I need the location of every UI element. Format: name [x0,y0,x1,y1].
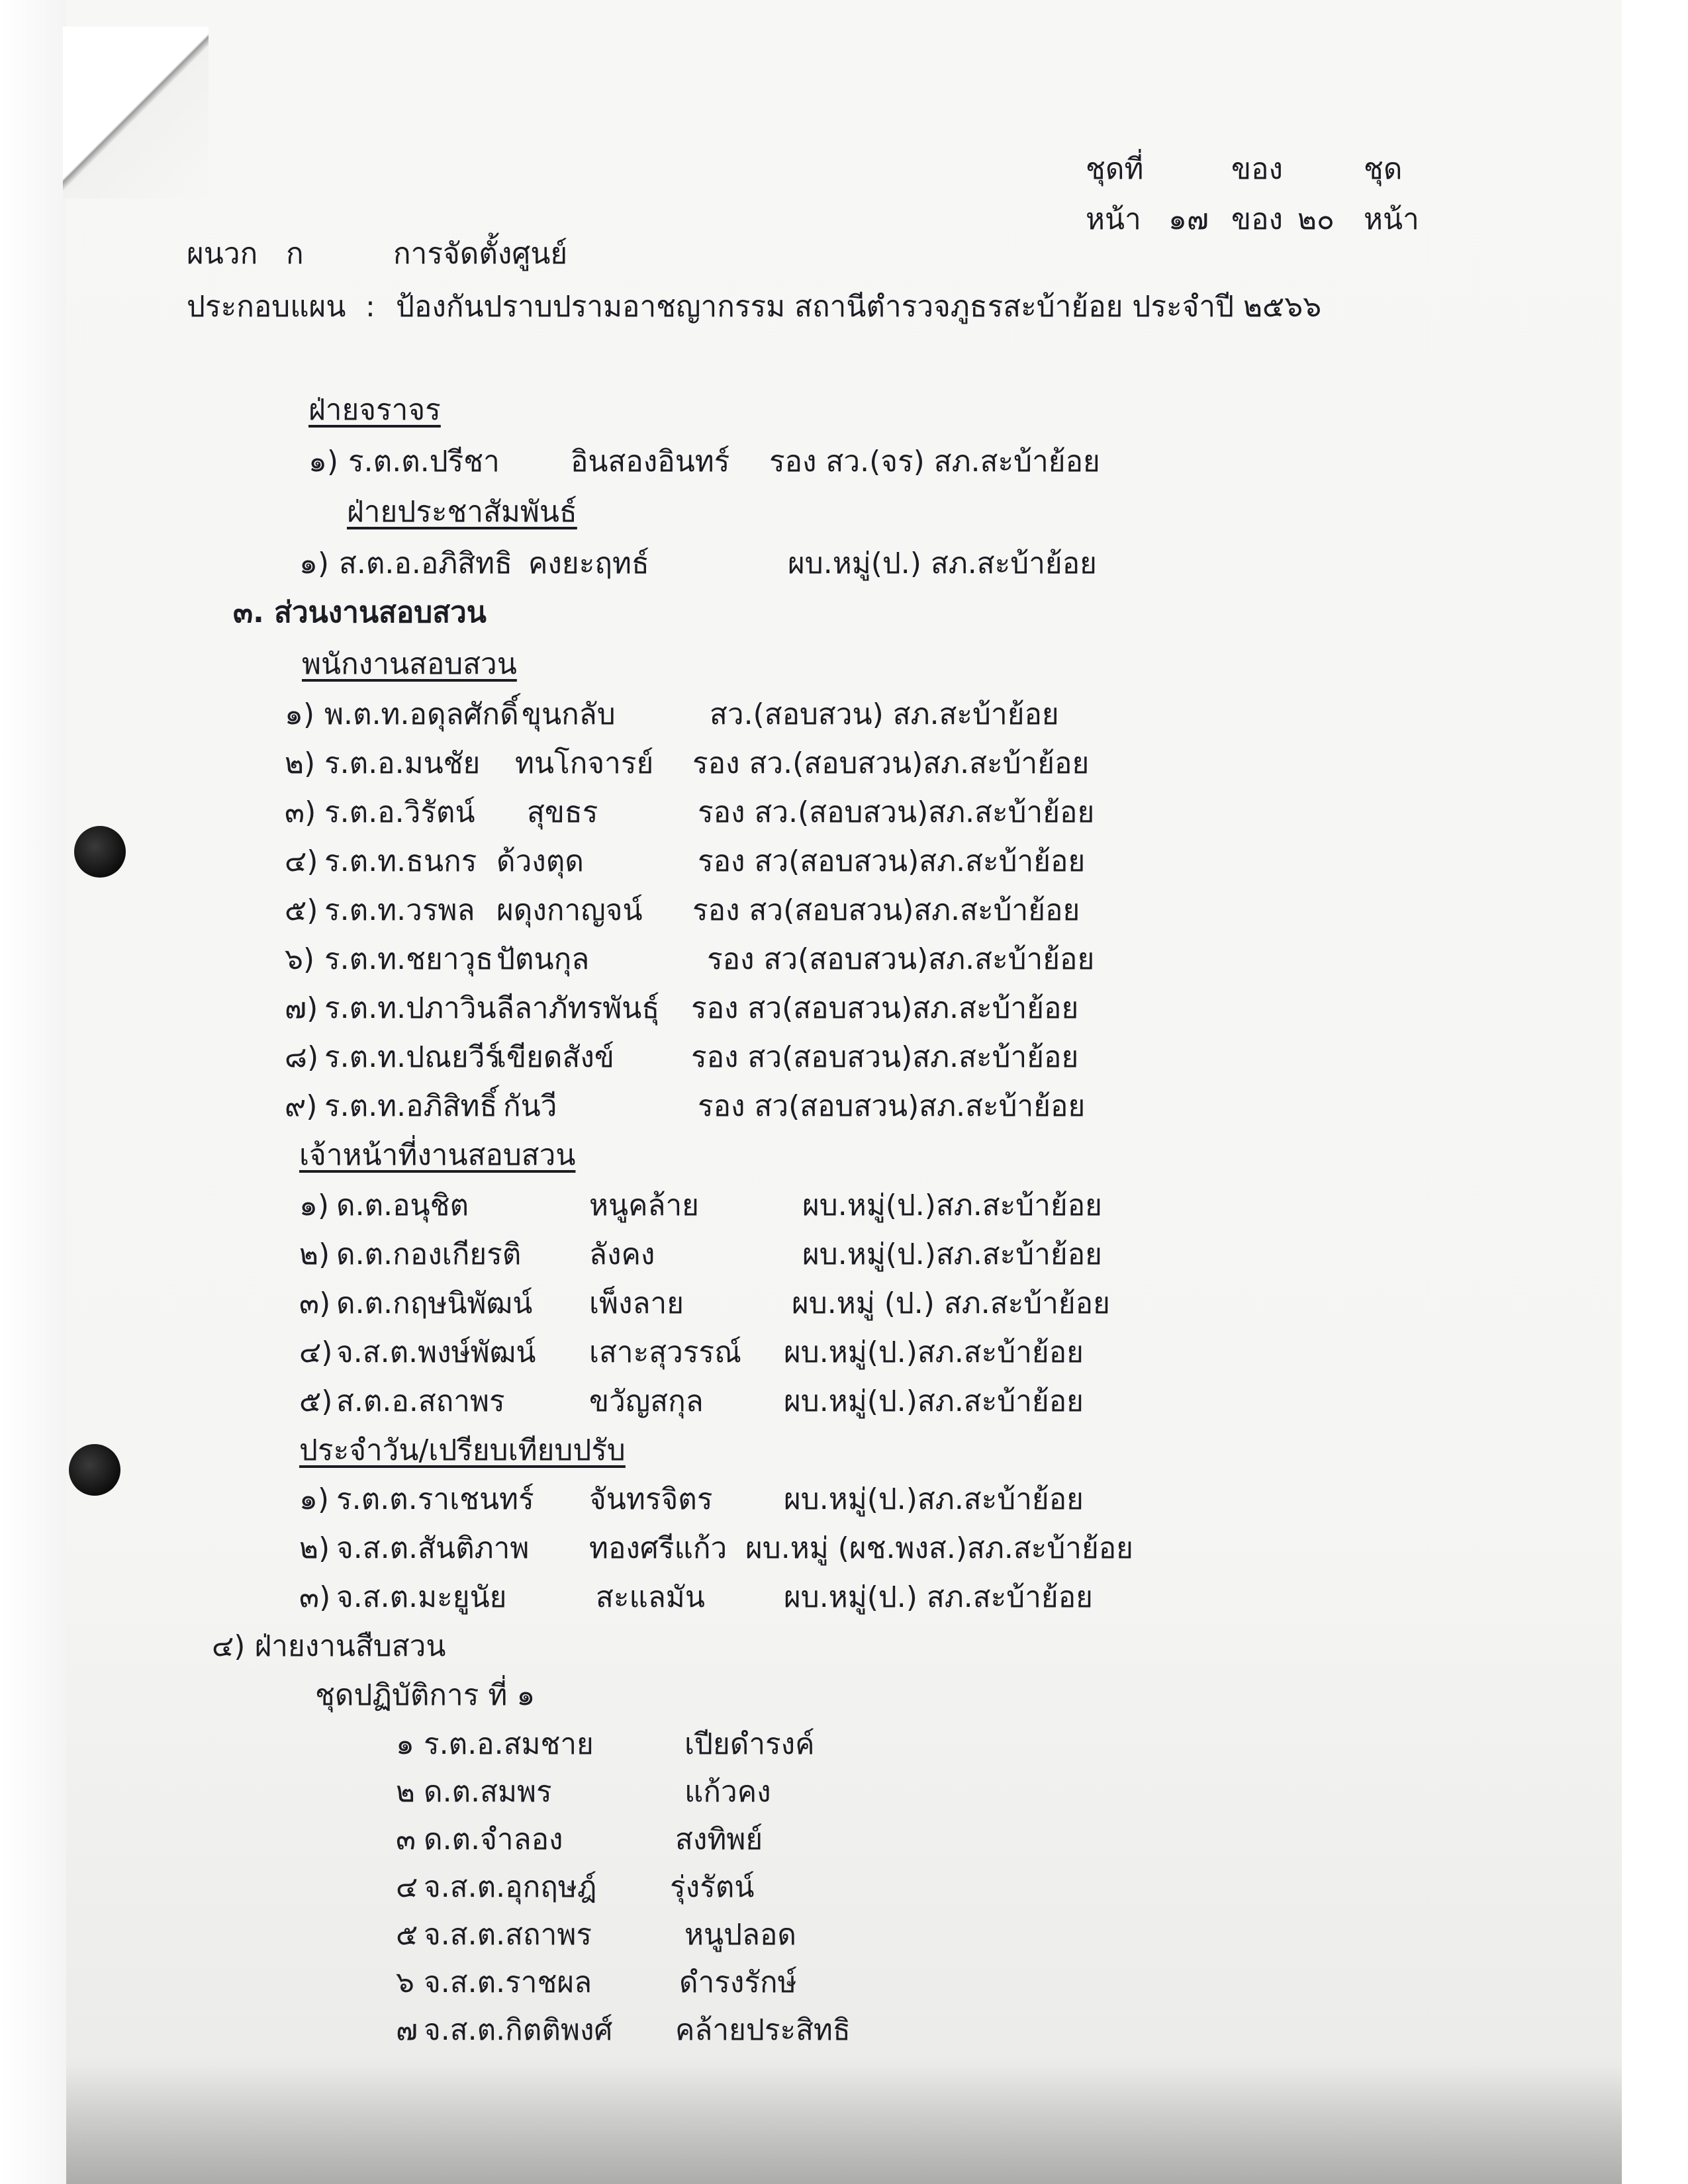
person-name: ด.ต.จำลอง [424,1823,563,1856]
person-position: รอง สว(สอบสวน)สภ.สะบ้าย้อย [692,893,1080,927]
annex-label: ผนวก [187,237,258,271]
person-surname: หนูปลอด [684,1918,796,1952]
person-surname: ทองศรีแก้ว [589,1531,727,1565]
person-name: ร.ต.ท.ปภาวิน [324,991,496,1025]
person-name: จ.ส.ต.มะยูนัย [336,1580,507,1614]
item-number: ๗) [285,991,318,1025]
person-name: ร.ต.ต.ปรีชา [348,445,500,478]
item-number: ๖ [396,1966,414,1999]
person-surname: คงยะฤทธ์ [528,547,649,580]
person-surname: กันวี [503,1089,557,1123]
punch-hole-bottom [69,1444,120,1496]
item-number: ๑) [299,547,330,580]
page-label: หน้า [1086,203,1141,236]
person-position: ผบ.หมู่(ป.) สภ.สะบ้าย้อย [784,1580,1093,1614]
person-surname: สุขธร [527,796,598,829]
item-number: ๓) [299,1580,331,1614]
person-name: ร.ต.อ.มนชัย [324,747,481,780]
person-name: ร.ต.อ.วิรัตน์ [324,796,475,829]
section-3-heading: ๓. ส่วนงานสอบสวน [233,596,487,629]
person-name: จ.ส.ต.สถาพร [424,1918,592,1952]
person-position: รอง สว(สอบสวน)สภ.สะบ้าย้อย [698,1089,1086,1123]
person-position: สว.(สอบสวน) สภ.สะบ้าย้อย [710,698,1059,731]
person-position: รอง สว(สอบสวน)สภ.สะบ้าย้อย [698,844,1086,878]
item-number: ๔) [299,1336,333,1369]
person-surname: เสาะสุวรรณ์ [589,1336,741,1369]
item-number: ๒) [299,1531,330,1565]
page-total: ๒๐ [1297,203,1335,236]
item-number: ๖) [285,942,315,976]
page-number: ๑๗ [1168,203,1209,236]
item-number: ๔ [396,1870,418,1904]
person-name: ร.ต.ต.ราเชนทร์ [336,1482,534,1516]
person-surname: เขียดสังข์ [496,1040,614,1074]
person-position: ผบ.หมู่(ป.) สภ.สะบ้าย้อย [788,547,1097,580]
item-number: ๑) [299,1189,330,1222]
person-position: ผบ.หมู่(ป.)สภ.สะบ้าย้อย [784,1385,1084,1418]
person-position: รอง สว.(สอบสวน)สภ.สะบ้าย้อย [698,796,1095,829]
set-label: ชุดที่ [1086,152,1144,186]
annex-letter: ก [286,237,304,271]
team-label: ชุดปฏิบัติการ ที่ ๑ [315,1678,536,1712]
person-name: ด.ต.สมพร [424,1775,552,1809]
person-surname: ขุนกลับ [522,698,616,731]
item-number: ๑) [308,445,339,478]
item-number: ๓) [299,1287,331,1320]
person-position: รอง สว.(สอบสวน)สภ.สะบ้าย้อย [692,747,1090,780]
scan-left-margin [0,0,66,2184]
person-name: ร.ต.ท.ชยาวุธ [324,942,494,976]
person-surname: อินสองอินทร์ [571,445,730,478]
daily-heading: ประจำวัน/เปรียบเทียบปรับ [299,1433,626,1467]
plan-label: ประกอบแผน [187,290,346,324]
section-4-heading: ๔) ฝ่ายงานสืบสวน [212,1629,446,1663]
traffic-heading: ฝ่ายจราจร [308,393,441,427]
person-position: รอง สว(สอบสวน)สภ.สะบ้าย้อย [691,1040,1079,1074]
person-surname: ลีลาภัทรพันธุ์ [496,991,660,1025]
person-surname: สงทิพย์ [675,1823,763,1856]
person-position: ผบ.หมู่(ป.)สภ.สะบ้าย้อย [784,1336,1084,1369]
person-surname: ลังคง [589,1238,655,1271]
item-number: ๕ [396,1918,418,1952]
person-surname: รุ่งรัตน์ [670,1870,755,1904]
person-name: ร.ต.อ.สมชาย [424,1727,594,1761]
set-suffix: ชุด [1364,152,1403,186]
item-number: ๕) [285,893,318,927]
person-surname: เปียดำรงค์ [684,1727,815,1761]
page-of-label: ของ [1231,203,1283,236]
item-number: ๘) [285,1040,319,1074]
person-name: ร.ต.ท.ธนกร [324,844,477,878]
person-surname: ปัตนกุล [496,942,590,976]
item-number: ๓) [285,796,316,829]
person-name: พ.ต.ท.อดุลศักดิ์ [324,698,519,731]
person-surname: ด้วงตุด [496,844,584,878]
person-name: จ.ส.ต.กิตติพงศ์ [424,2013,613,2047]
person-surname: ผดุงกาญจน์ [496,893,643,927]
person-surname: เพ็งลาย [589,1287,684,1320]
person-surname: คล้ายประสิทธิ [675,2013,851,2047]
person-position: ผบ.หมู่(ป.)สภ.สะบ้าย้อย [802,1189,1102,1222]
person-position: ผบ.หมู่ (ป.) สภ.สะบ้าย้อย [792,1287,1110,1320]
person-position: รอง สว(สอบสวน)สภ.สะบ้าย้อย [707,942,1095,976]
person-name: ด.ต.กองเกียรติ [336,1238,522,1271]
person-position: ผบ.หมู่ (ผช.พงส.)สภ.สะบ้าย้อย [745,1531,1133,1565]
page-suffix: หน้า [1364,203,1419,236]
person-name: จ.ส.ต.อุกฤษฎ์ [424,1870,597,1904]
person-position: ผบ.หมู่(ป.)สภ.สะบ้าย้อย [802,1238,1102,1271]
item-number: ๓ [396,1823,416,1856]
person-surname: ขวัญสกุล [589,1385,704,1418]
person-surname: ดำรงรักษ์ [679,1966,797,1999]
person-name: ด.ต.กฤษนิพัฒน์ [336,1287,533,1320]
punch-hole-top [74,826,126,878]
person-surname: ทนโกจารย์ [515,747,654,780]
person-surname: แก้วคง [684,1775,771,1809]
plan-title: ป้องกันปราบปรามอาชญากรรม สถานีตำรวจภูธรสะบ้าย้อย ประจำปี ๒๕๖๖ [396,290,1322,324]
pr-heading: ฝ่ายประชาสัมพันธ์ [347,495,577,529]
item-number: ๒) [299,1238,330,1271]
person-name: จ.ส.ต.สันติภาพ [336,1531,530,1565]
set-of-label: ของ [1231,152,1283,186]
person-position: รอง สว.(จร) สภ.สะบ้าย้อย [769,445,1100,478]
person-name: ร.ต.ท.ปณยวีร์ [324,1040,501,1074]
person-name: ด.ต.อนุชิต [336,1189,469,1222]
person-name: ส.ต.อ.อภิสิทธิ [339,547,512,580]
item-number: ๑ [396,1727,414,1761]
person-position: รอง สว(สอบสวน)สภ.สะบ้าย้อย [691,991,1079,1025]
person-name: ร.ต.ท.วรพล [324,893,475,927]
item-number: ๗ [396,2013,418,2047]
folded-corner [63,26,209,199]
investigation-staff-heading: เจ้าหน้าที่งานสอบสวน [299,1138,576,1172]
person-name: ส.ต.อ.สถาพร [336,1385,505,1418]
investigators-heading: พนักงานสอบสวน [302,647,517,681]
item-number: ๙) [285,1089,318,1123]
item-number: ๕) [299,1385,333,1418]
person-name: ร.ต.ท.อภิสิทธิ์ [324,1089,498,1123]
item-number: ๒ [396,1775,416,1809]
item-number: ๔) [285,844,318,878]
item-number: ๒) [285,747,316,780]
person-position: ผบ.หมู่(ป.)สภ.สะบ้าย้อย [784,1482,1084,1516]
annex-subject: การจัดตั้งศูนย์ [393,237,568,271]
person-name: จ.ส.ต.ราชผล [424,1966,592,1999]
plan-colon: : [365,290,375,324]
person-surname: สะแลมัน [596,1580,705,1614]
person-surname: จันทรจิตร [589,1482,713,1516]
scan-bottom-shadow [66,2065,1622,2184]
person-surname: หนูคล้าย [589,1189,699,1222]
person-name: จ.ส.ต.พงษ์พัฒน์ [336,1336,536,1369]
item-number: ๑) [299,1482,330,1516]
item-number: ๑) [285,698,315,731]
